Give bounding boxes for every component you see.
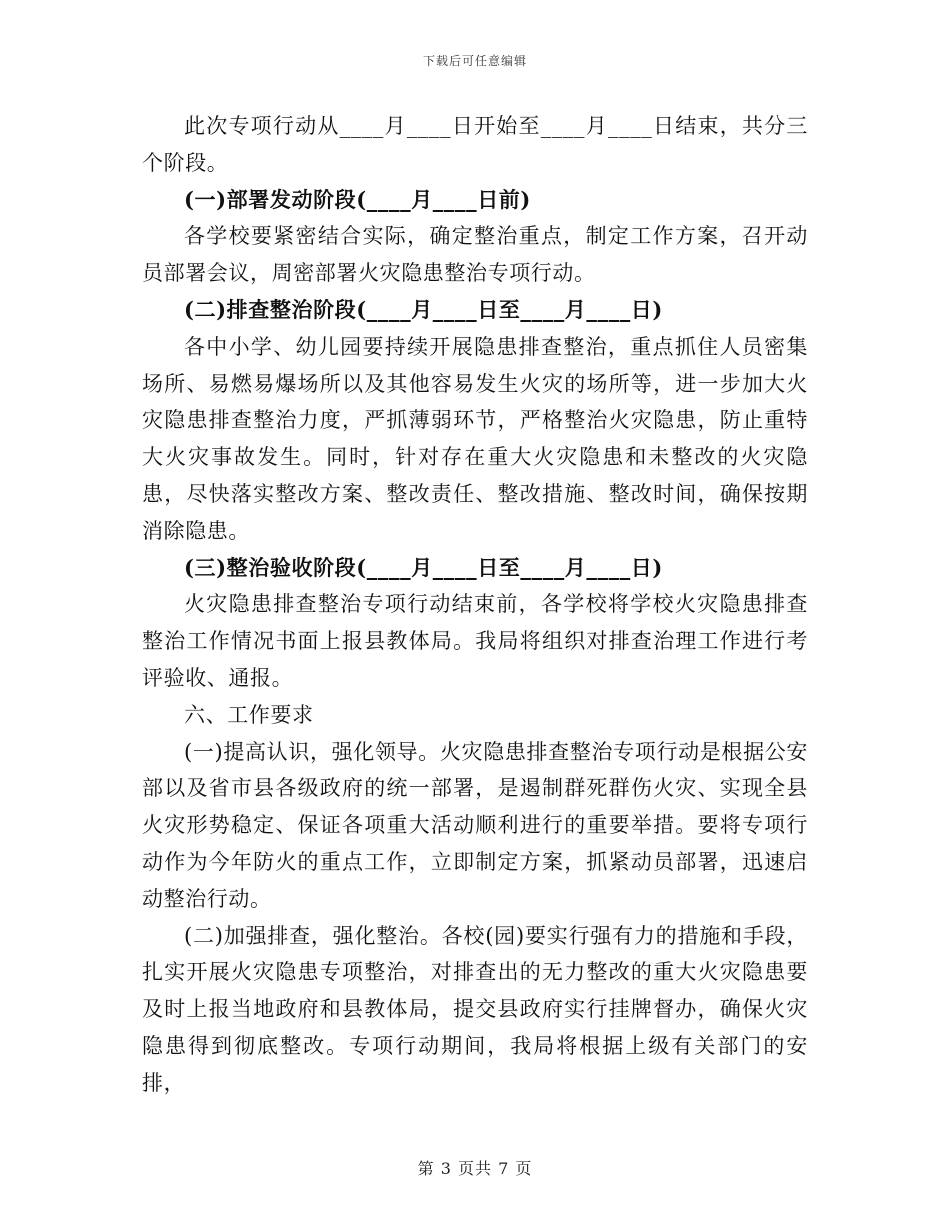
paragraph-phase-1: 各学校要紧密结合实际，确定整治重点，制定工作方案，召开动员部署会议，周密部署火灾隐患整治专项行动。 <box>142 224 808 286</box>
paragraph-phase-2: 各中小学、幼儿园要持续开展隐患排查整治，重点抓住人员密集场所、易燃易爆场所以及其他容易发生火灾的场所等，进一步加大火灾隐患排查整治力度，严抓薄弱环节，严格整治火灾隐患，防止重特大火灾事故发生。同时，针对存在重大火灾隐患和未整改的火灾隐患，尽快落实整改方案、整改责任、整改措施、整改时间，确保按期消除隐患。 <box>142 334 808 543</box>
paragraph-requirement-2: (二)加强排查，强化整治。各校(园)要实行强有力的措施和手段，扎实开展火灾隐患专项整治，对排查出的无力整改的重大火灾隐患要及时上报当地政府和县教体局，提交县政府实行挂牌督办，确保火灾隐患得到彻底整改。专项行动期间，我局将根据上级有关部门的安排， <box>142 923 808 1095</box>
heading-phase-3: (三)整治验收阶段(____月____日至____月____日) <box>184 554 663 580</box>
page-footer: 第 3 页共 7 页 <box>417 1159 533 1178</box>
heading-phase-2: (二)排查整治阶段(____月____日至____月____日) <box>184 296 663 322</box>
paragraph-schedule: 此次专项行动从____月____日开始至____月____日结束，共分三个阶段。 <box>142 114 808 175</box>
document-body <box>142 108 808 1102</box>
paragraph-requirement-1: (一)提高认识，强化领导。火灾隐患排查整治专项行动是根据公安部以及省市县各级政府的统一部署，是遏制群死群伤火灾、实现全县火灾形势稳定、保证各项重大活动顺利进行的重要举措。要将专项行动作为今年防火的重点工作，立即制定方案，抓紧动员部署，迅速启动整治行动。 <box>142 739 808 911</box>
heading-phase-1: (一)部署发动阶段(____月____日前) <box>184 186 531 212</box>
paragraph-phase-3: 火灾隐患排查整治专项行动结束前，各学校将学校火灾隐患排查整治工作情况书面上报县教体局。我局将组织对排查治理工作进行考评验收、通报。 <box>142 592 808 690</box>
page-header: 下载后可任意编辑 <box>422 54 527 68</box>
heading-section-6: 六、工作要求 <box>184 702 314 727</box>
